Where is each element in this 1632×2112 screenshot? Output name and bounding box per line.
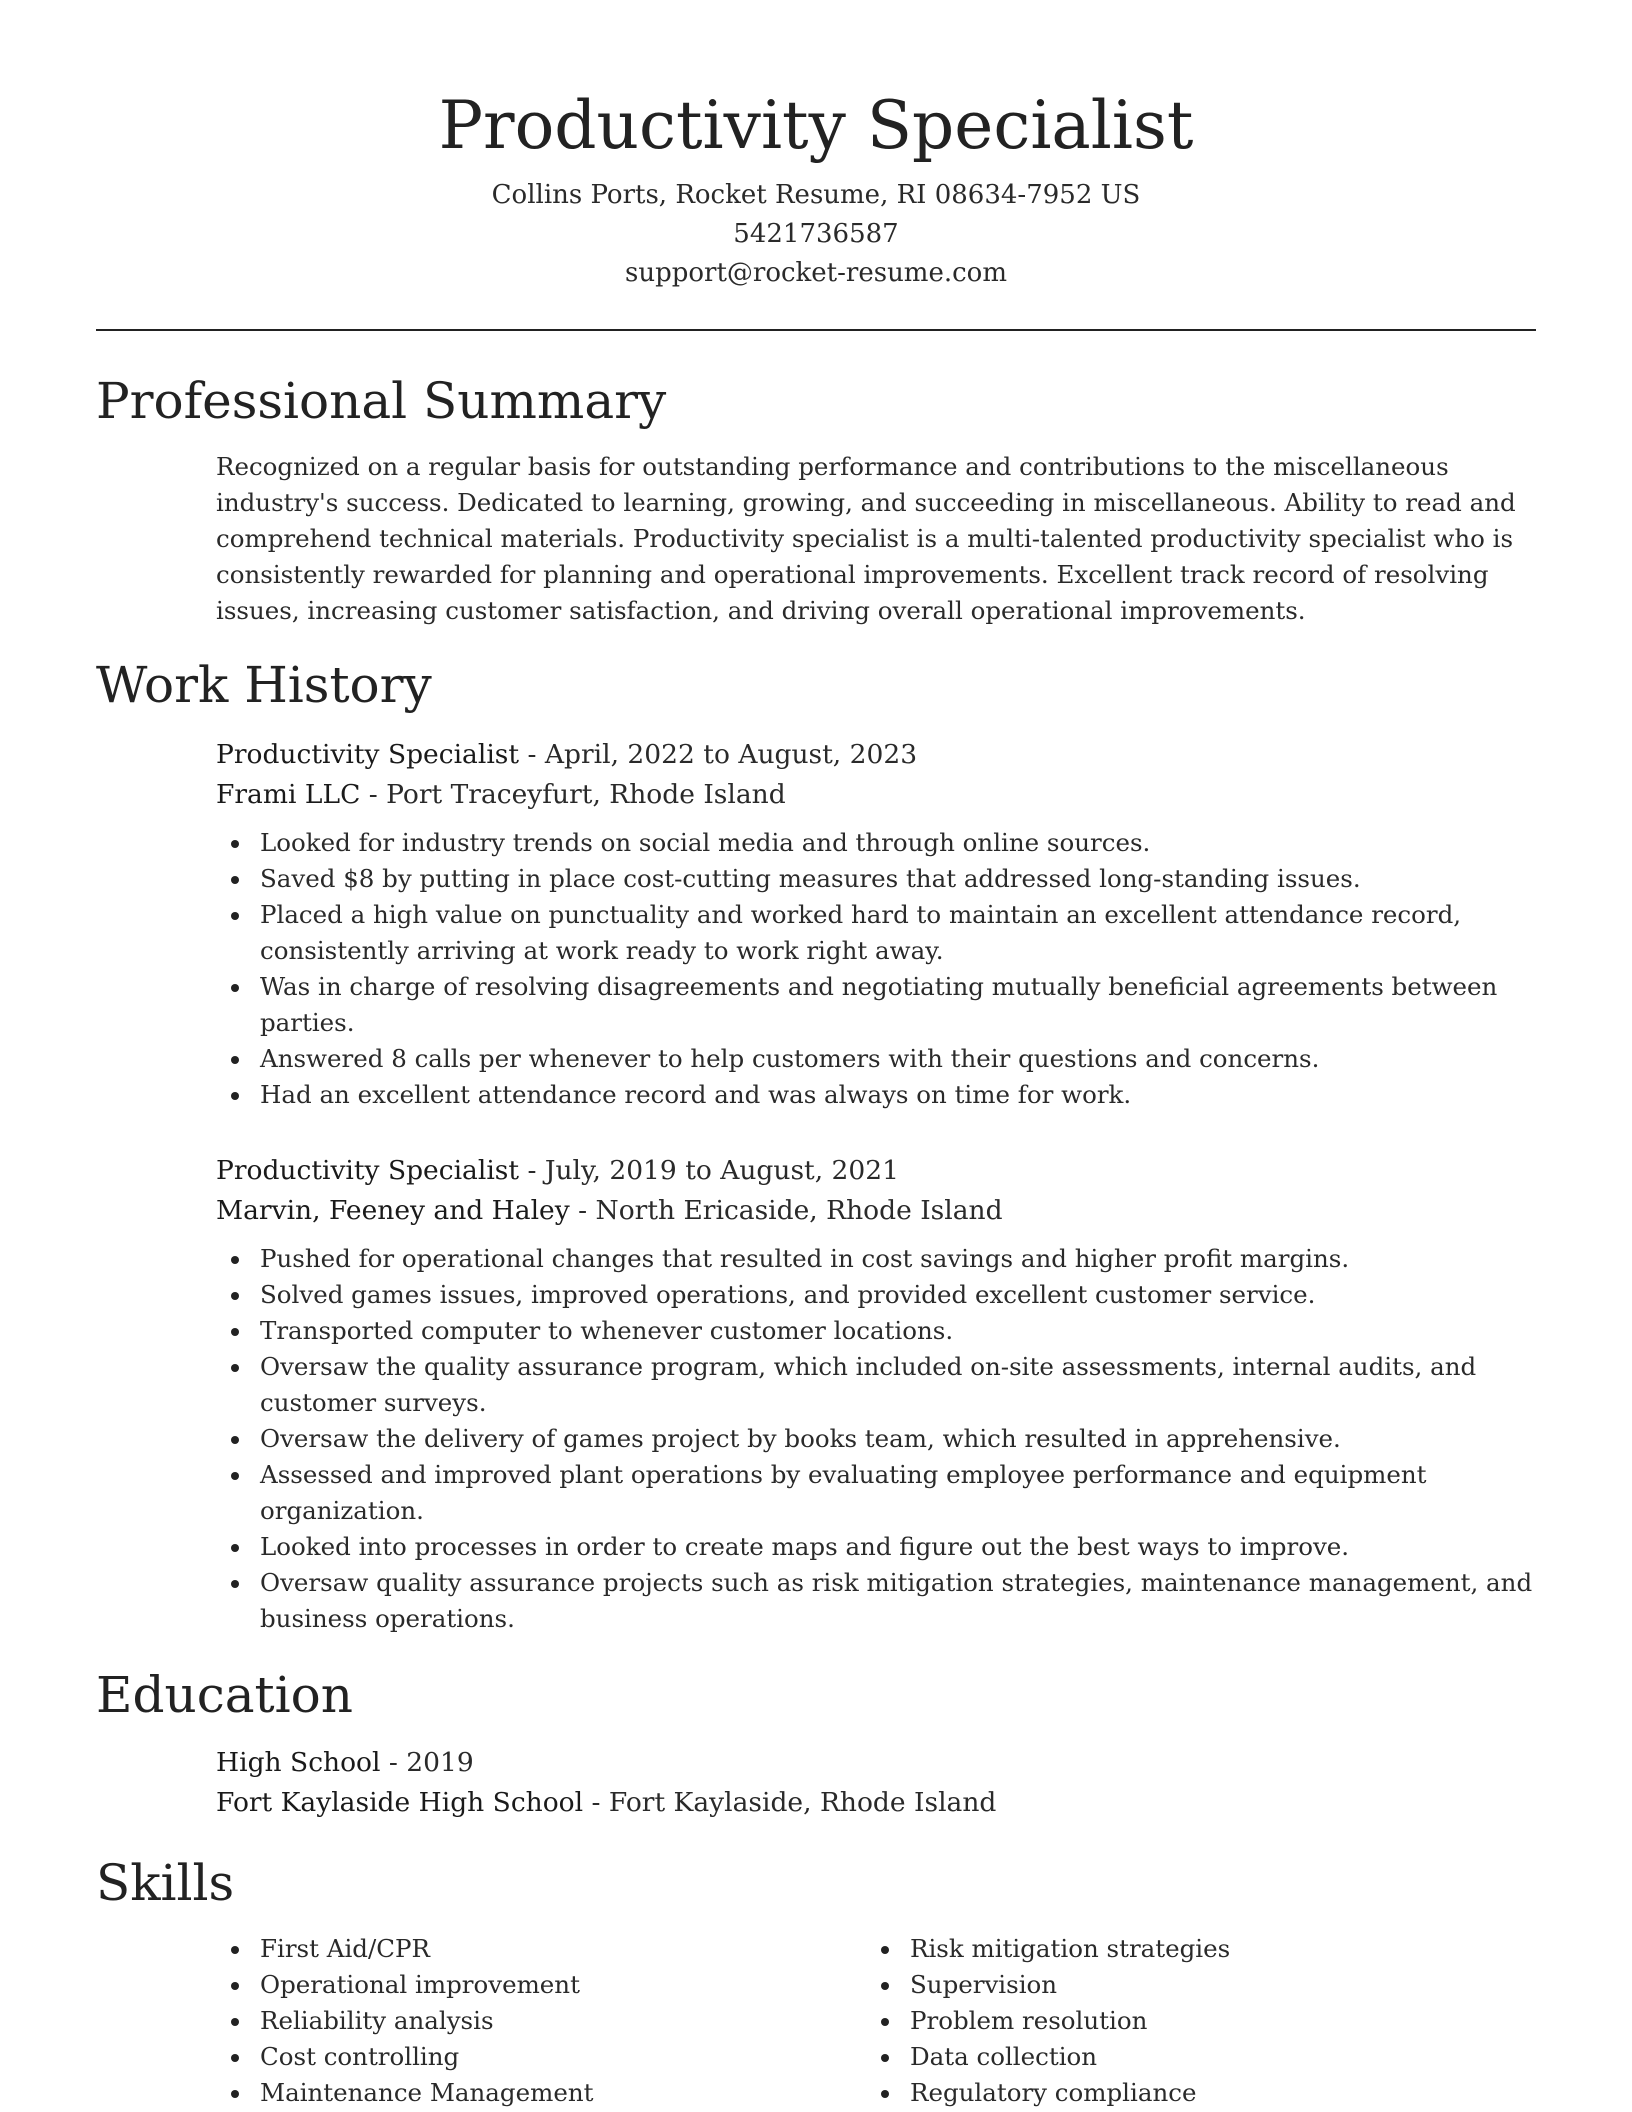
list-item: Answered 8 calls per whenever to help customers with their questions and concerns. [216,1041,1536,1077]
job-location: - North Ericaside, Rhode Island [569,1195,1003,1226]
job-bullets [216,1241,1536,1637]
section-title-summary: Professional Summary [96,372,667,430]
section-title-skills: Skills [96,1854,235,1912]
list-item: Transported computer to whenever customer locations. [216,1313,1536,1349]
skill-item: Cost controlling [216,2039,866,2075]
job-title-line [216,735,1536,775]
list-item: Pushed for operational changes that resulted in cost savings and higher profit margins. [216,1241,1536,1277]
skill-item: Risk mitigation strategies [866,1931,1516,1967]
list-item: Oversaw the quality assurance program, which included on-site assessments, internal audits, and customer surveys. [216,1349,1536,1421]
candidate-name: Productivity Specialist [438,87,1194,164]
resume-header [96,0,1536,293]
education-school-line [216,1783,1536,1823]
skill-item: Regulatory compliance [866,2075,1516,2111]
education-year: - 2019 [380,1747,474,1778]
job-location: - Port Traceyfurt, Rhode Island [360,779,786,810]
contact-address: Collins Ports, Rocket Resume, RI 08634-7952 US [491,180,1141,210]
skill-item: Problem resolution [866,2003,1516,2039]
job-dates: - July, 2019 to August, 2021 [519,1155,899,1186]
skill-item: Operational improvement [216,1967,866,2003]
education-degree: High School [216,1747,381,1778]
skill-item: Maintenance Management [216,2075,866,2111]
job-company: Frami LLC [216,779,361,810]
education-entry [216,1743,1536,1823]
list-item: Had an excellent attendance record and was always on time for work. [216,1077,1536,1113]
header-divider [96,329,1536,331]
contact-phone: 5421736587 [733,219,899,249]
list-item: Placed a high value on punctuality and worked hard to maintain an excellent attendance record, consistently arriving at work ready to work right away. [216,897,1536,969]
list-item: Solved games issues, improved operations, and provided excellent customer service. [216,1277,1536,1313]
list-item: Oversaw quality assurance projects such as risk mitigation strategies, maintenance management, and business operations. [216,1565,1536,1637]
skill-item: First Aid/CPR [216,1931,866,1967]
section-title-education: Education [96,1666,353,1724]
job-company-line [216,1191,1536,1231]
resume-page [96,0,1536,2111]
education-location: - Fort Kaylaside, Rhode Island [583,1787,997,1818]
job-title-line [216,1151,1536,1191]
skill-item: Supervision [866,1967,1516,2003]
contact-email: support@rocket-resume.com [624,258,1007,288]
skills-column-left [216,1931,866,2111]
job-bullets [216,825,1536,1113]
list-item: Looked into processes in order to create maps and figure out the best ways to improve. [216,1529,1536,1565]
job-entry [216,735,1536,1113]
job-role: Productivity Specialist [216,1155,520,1186]
summary-text: Recognized on a regular basis for outstanding performance and contributions to the miscellaneous industry's success. Dedicated to learning, growing, and succeeding in miscellaneous. Ability to read and comprehend technical materials. Productivity specialist is a multi-talented productivity specialist who is consistently rewarded for planning and operational improvements. Excellent track record of resolving issues, increasing customer satisfaction, and driving overall operational improvements. [216,452,1516,625]
job-company-line [216,775,1536,815]
skills-column-right [866,1931,1516,2111]
list-item: Oversaw the delivery of games project by books team, which resulted in apprehensive. [216,1421,1536,1457]
list-item: Was in charge of resolving disagreements and negotiating mutually beneficial agreements between parties. [216,969,1536,1041]
education-degree-line [216,1743,1536,1783]
section-title-work-history: Work History [96,656,432,714]
list-item: Assessed and improved plant operations by evaluating employee performance and equipment organization. [216,1457,1536,1529]
job-role: Productivity Specialist [216,739,520,770]
skills-list [216,1931,1536,2111]
work-history-list [216,735,1536,1637]
skill-item: Data collection [866,2039,1516,2075]
skill-item: Reliability analysis [216,2003,866,2039]
education-school: Fort Kaylaside High School [216,1787,584,1818]
contact-info [96,176,1536,293]
list-item: Saved $8 by putting in place cost-cutting measures that addressed long-standing issues. [216,861,1536,897]
job-company: Marvin, Feeney and Haley [216,1195,570,1226]
list-item: Looked for industry trends on social media and through online sources. [216,825,1536,861]
job-entry [216,1151,1536,1637]
job-dates: - April, 2022 to August, 2023 [519,739,918,770]
